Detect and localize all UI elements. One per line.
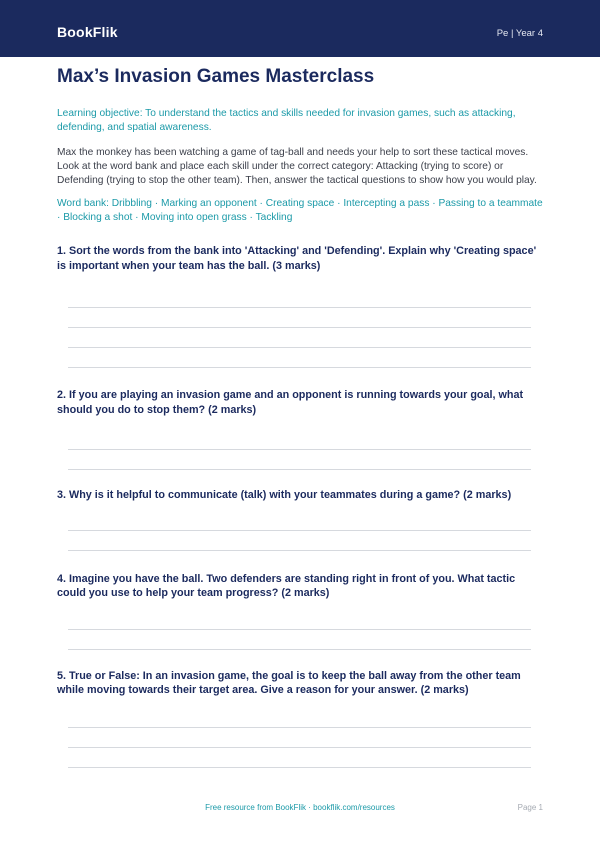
answer-line — [68, 550, 531, 551]
subject-year-label: Pe | Year 4 — [496, 28, 543, 39]
answer-line — [68, 347, 531, 348]
answer-line — [68, 747, 531, 748]
answer-line — [68, 367, 531, 368]
answer-lines-4 — [68, 629, 531, 650]
page-header — [0, 0, 600, 57]
question-1: 1. Sort the words from the bank into 'Attacking' and 'Defending'. Explain why 'Creating space' is important when your team has the ball. (3 marks) — [57, 245, 537, 272]
answer-line — [68, 469, 531, 470]
answer-line — [68, 307, 531, 308]
answer-line — [68, 327, 531, 328]
answer-line — [68, 727, 531, 728]
answer-lines-1 — [68, 307, 531, 368]
page-title: Max’s Invasion Games Masterclass — [57, 66, 375, 87]
question-5: 5. True or False: In an invasion game, the goal is to keep the ball away from the other team while moving towards their target area. Give a reason for your answer. (2 marks) — [57, 669, 521, 696]
answer-line — [68, 530, 531, 531]
page-number: Page 1 — [517, 803, 543, 812]
brand-logo: BookFlik — [57, 24, 118, 40]
answer-line — [68, 449, 531, 450]
answer-line — [68, 767, 531, 768]
answer-line — [68, 629, 531, 630]
answer-line — [68, 649, 531, 650]
answer-lines-3 — [68, 530, 531, 551]
learning-objective: Learning objective: To understand the tactics and skills needed for invasion games, such as attacking, defending, and spatial awareness. — [57, 108, 516, 133]
word-bank: Word bank: Dribbling · Marking an opponent · Creating space · Intercepting a pass · Passing to a teammate · Blocking a shot · Moving into open grass · Tackling — [57, 198, 543, 223]
question-4: 4. Imagine you have the ball. Two defenders are standing right in front of you. What tactic could you use to help your team progress? (2 marks) — [57, 572, 516, 599]
question-2: 2. If you are playing an invasion game and an opponent is running towards your goal, what should you do to stop them? (2 marks) — [57, 389, 524, 416]
answer-lines-5 — [68, 727, 531, 768]
worksheet-body — [57, 66, 543, 768]
footer-credit: Free resource from BookFlik · bookflik.com/resources — [205, 803, 395, 812]
intro-text: Max the monkey has been watching a game of tag-ball and needs your help to sort these tactical moves. Look at the word bank and place each skill under the correct category: Attacking (trying to score) or Defending (trying to stop the other team). Then, answer the tactical questions to show how you would play. — [57, 147, 537, 186]
answer-lines-2 — [68, 449, 531, 470]
question-3: 3. Why is it helpful to communicate (talk) with your teammates during a game? (2 marks) — [57, 489, 512, 501]
